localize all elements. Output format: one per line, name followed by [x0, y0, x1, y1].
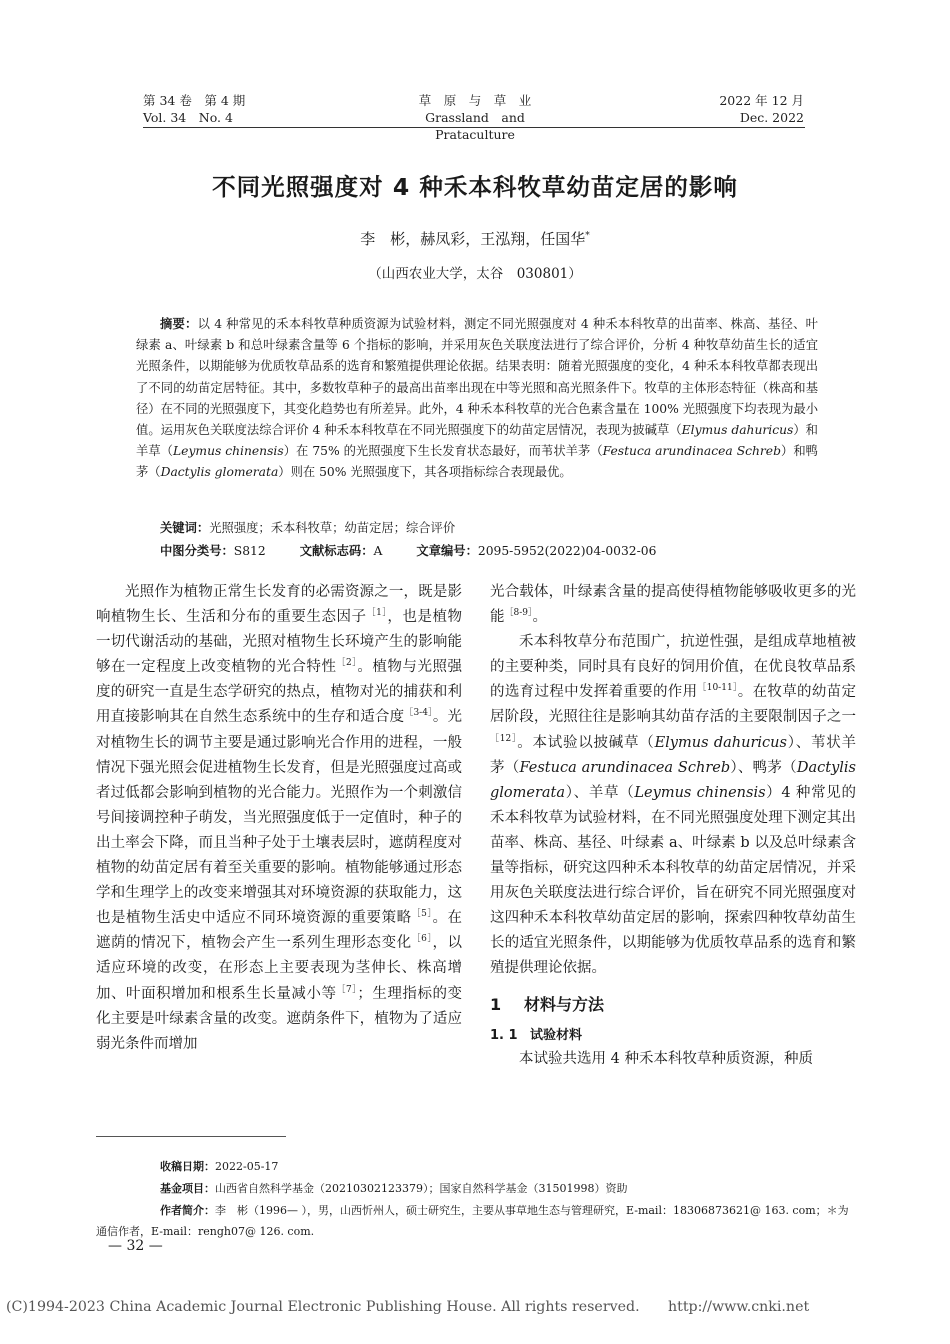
body-text: 光合载体，叶绿素含量的提高使得植物能够吸收更多的光能 — [490, 584, 856, 626]
keywords-label: 关键词： — [160, 521, 210, 535]
journal-cn: 草 原 与 草 业 — [418, 93, 532, 108]
intro-paragraph-1-cont — [490, 580, 856, 630]
body-text: 禾本科牧草分布范围广，抗逆性强，是组成草地植被的主要种类，同时具有良好的饲用价值，在优良牧草品系的选育过程中发挥着重要的作用 — [490, 634, 856, 701]
footnote-divider — [96, 1136, 286, 1137]
clc-value: S812 — [233, 544, 266, 558]
running-header-journal — [380, 92, 570, 143]
citation-6[interactable]: ［6］ — [411, 934, 433, 945]
article-id-label: 文章编号： — [416, 544, 478, 558]
copyright-notice: (C)1994-2023 China Academic Journal Electronic Publishing House. All rights reserved. http://www.cnki.net — [6, 1299, 810, 1315]
species-elymus: Elymus dahuricus — [654, 734, 787, 751]
species-dactylis: Dactylis glomerata — [160, 465, 279, 480]
citation-3-4[interactable]: ［3-4］ — [404, 708, 433, 719]
body-text: 。在牧草的幼苗定居阶段，光照往往是影响其幼苗存活的主要限制因子之一 — [490, 684, 856, 726]
citation-10-11[interactable]: ［10-11］ — [697, 683, 738, 694]
body-text: ）4 种常见的禾本科牧草为试验材料，在不同光照强度处理下测定其出苗率、株高、基径、叶绿素 a、叶绿素 b 以及总叶绿素含量等指标，研究这四种禾本科牧草的幼苗定居情况，并采用灰色关联度法进行综合评价，旨在研究不同光照强度对这四种禾本科牧草幼苗定居的影响，探索四种牧草幼苗生长的适宜光照条件，以期能够为优质牧草品系的选育和繁殖提供理论依据。 — [490, 784, 856, 977]
author-names: 李 彬，赫凤彩，王泓翔，任国华 — [360, 230, 586, 248]
volume-cn: 第 34 卷 第 4 期 — [143, 93, 246, 108]
citation-2[interactable]: ［2］ — [336, 658, 358, 669]
author-list — [150, 228, 800, 249]
citation-8-9[interactable]: ［8-9］ — [504, 608, 533, 619]
body-text: 。在遮荫的情况下，植物会产生一系列生理形态变化 — [96, 910, 463, 952]
body-text: ）、鸭茅（ — [730, 759, 797, 776]
subsection-title: 试验材料 — [530, 1027, 583, 1043]
body-text: ）、苇状羊茅（ — [490, 734, 856, 776]
keywords-text: 光照强度；禾本科牧草；幼苗定居；综合评价 — [209, 521, 456, 535]
paper-title: 不同光照强度对 4 种禾本科牧草幼苗定居的影响 — [212, 173, 738, 201]
funding-label: 基金项目： — [160, 1182, 215, 1195]
abstract-text-3: ）在 75% 的光照强度下生长发育状态最好，而苇状羊茅（ — [283, 444, 603, 459]
body-text: 。本试验以披碱草（ — [517, 734, 655, 751]
author-bio-label: 作者简介： — [160, 1204, 215, 1217]
received-label: 收稿日期： — [160, 1160, 215, 1173]
body-text: ，也是植物一切代谢活动的基础，光照对植物生长环境产生的影响能够在一定程度上改变植物的光合特性 — [96, 609, 463, 676]
abstract-text-5: ）则在 50% 光照强度下，其各项指标综合表现最优。 — [278, 465, 572, 480]
body-text: ）、羊草（ — [565, 784, 635, 801]
article-id-value: 2095-5952(2022)04-0032-06 — [477, 544, 657, 558]
footnote-received — [160, 1156, 850, 1177]
materials-paragraph — [490, 1047, 856, 1072]
body-text: 。植物与光照强度的研究一直是生态学研究的热点，植物对光的捕获和利用直接影响其在自然生态系统中的生存和适合度 — [96, 659, 463, 726]
section-title: 材料与方法 — [524, 994, 605, 1014]
section-heading-1 — [490, 992, 856, 1017]
citation-5[interactable]: ［5］ — [411, 909, 433, 920]
corresponding-author-mark: * — [585, 231, 590, 241]
body-column-left — [96, 580, 462, 1057]
abstract-text-1: 以 4 种常见的禾本科牧草种质资源为试验材料，测定不同光照强度对 4 种禾本科牧草的出苗率、株高、基径、叶绿素 a、叶绿素 b 和总叶绿素含量等 6 个指标的影响，并采用灰色关联度法进行了综合评价，分析 4 种牧草幼苗生长的适宜光照条件，以期能够为优质牧草品系的选育和繁殖提供理论依据。结果表明：随着光照强度的变化，4 种禾本科牧草都表现出了不同的幼苗定居特征。其中，多数牧草种子的最高出苗率出现在中等光照和高光照条件下。牧草的主体形态特征（株高和基径）在不同的光照强度下，其变化趋势也有所差异。此外，4 种禾本科牧草的光合色素含量在 100% 光照强度下均表现为最小值。运用灰色关联度法综合评价 4 种禾本科牧草在不同光照强度下的幼苗定居情况，表现为披碱草（ — [136, 317, 818, 438]
clc-label: 中图分类号： — [160, 544, 234, 558]
subsection-number: 1. 1 — [490, 1027, 518, 1043]
abstract-label: 摘要： — [160, 317, 198, 331]
received-date: 2022-05-17 — [215, 1160, 279, 1173]
affiliation: （山西农业大学，太谷 030801） — [368, 266, 582, 282]
volume-en: Vol. 34 No. 4 — [143, 110, 233, 125]
page-number: — 32 — — [108, 1238, 163, 1254]
keywords — [160, 518, 455, 539]
citation-1[interactable]: ［1］ — [366, 608, 388, 619]
date-cn: 2022 年 12 月 — [719, 93, 804, 108]
funding-text: 山西省自然科学基金（20210302123379）；国家自然科学基金（31501998）资助 — [215, 1182, 628, 1195]
body-text: 本试验共选用 4 种禾本科牧草种质资源，种质 — [519, 1050, 813, 1067]
body-column-right — [490, 580, 856, 1072]
body-text: ，以适应环境的改变，在形态上主要表现为茎伸长、株高增加、叶面积增加和根系生长量减小等 — [96, 935, 463, 1002]
citation-7[interactable]: ［7］ — [336, 984, 358, 995]
doc-code-value: A — [373, 544, 383, 558]
body-text: 。 — [532, 609, 547, 626]
journal-en: Grassland and Prataculture — [425, 110, 538, 142]
author-bio-text: 李 彬（1996— ），男，山西忻州人，硕士研究生，主要从事草地生态与管理研究，E-mail：18306873621@ 163. com；＊为通信作者，E-mail：rengh07@ 126. com. — [96, 1204, 849, 1238]
body-text: 。光对植物生长的调节主要是通过影响光合作用的进程，一般情况下强光照会促进植物生长发育，但是光照强度过高或者过低都会影响到植物的光合能力。光照作为一个刺激信号间接调控种子萌发，当光照强度低于一定值时，种子的出土率会下降，而且当种子处于土壤表层时，遮荫程度对植物的幼苗定居有着至关重要的影响。植物能够通过形态学和生理学上的改变来增强其对环境资源的获取能力，这也是植物生活史中适应不同环境资源的重要策略 — [96, 709, 463, 927]
doc-code-label: 文献标志码： — [299, 544, 374, 558]
abstract-text-4: ）和鸭茅（ — [136, 444, 818, 480]
date-en: Dec. 2022 — [739, 110, 804, 125]
classification-line — [160, 541, 656, 562]
species-elymus: Elymus dahuricus — [681, 423, 794, 438]
body-text: ；生理指标的变化主要是叶绿素含量的改变。遮荫条件下，植物为了适应弱光条件而增加 — [96, 985, 463, 1052]
species-leymus: Leymus chinensis — [173, 444, 284, 459]
species-leymus: Leymus chinensis — [634, 784, 766, 801]
intro-paragraph-1 — [96, 580, 462, 1057]
body-text: 光照作为植物正常生长发育的必需资源之一，既是影响植物生长、生活和分布的重要生态因子 — [96, 584, 462, 626]
abstract — [136, 314, 818, 484]
species-dactylis: Dactylis glomerata — [490, 759, 856, 801]
citation-12[interactable]: ［12］ — [490, 733, 518, 744]
species-festuca: Festuca arundinacea Schreb — [519, 759, 731, 776]
running-header-date — [719, 92, 804, 126]
footnote-author-bio — [96, 1200, 856, 1242]
abstract-text-2: ）和羊草（ — [136, 423, 818, 459]
species-festuca: Festuca arundinacea Schreb — [602, 444, 781, 459]
running-header-volume — [143, 92, 245, 126]
footnote-funding — [160, 1178, 850, 1199]
header-divider — [143, 127, 805, 128]
subsection-heading-1-1 — [490, 1025, 856, 1047]
section-number: 1 — [490, 994, 502, 1014]
intro-paragraph-2 — [490, 630, 856, 981]
